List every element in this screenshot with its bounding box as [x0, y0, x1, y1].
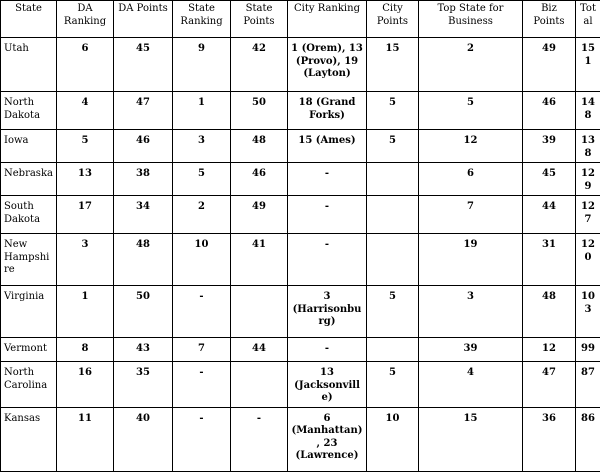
cell-city-points: 5: [367, 92, 419, 130]
cell-da-ranking: 11: [57, 407, 114, 471]
col-header-da-ranking: DA Ranking: [57, 1, 114, 38]
cell-top-state-business: 3: [419, 286, 523, 338]
cell-state-points: -: [231, 407, 288, 471]
cell-top-state-business: 19: [419, 234, 523, 286]
cell-da-points: 40: [114, 407, 173, 471]
cell-top-state-business: 2: [419, 38, 523, 92]
cell-city-ranking: 18 (Grand Forks): [288, 92, 367, 130]
col-header-da-points: DA Points: [114, 1, 173, 38]
col-header-top-state-business: Top State for Business: [419, 1, 523, 38]
cell-city-points: 5: [367, 362, 419, 408]
cell-top-state-business: 15: [419, 407, 523, 471]
table-row: [1, 196, 600, 234]
cell-biz-points: 12: [523, 338, 576, 362]
cell-city-points: [367, 196, 419, 234]
table-row: [1, 163, 600, 196]
table-row: [1, 362, 600, 408]
cell-da-points: 35: [114, 362, 173, 408]
cell-da-points: 47: [114, 92, 173, 130]
cell-da-ranking: 6: [57, 38, 114, 92]
cell-biz-points: 36: [523, 407, 576, 471]
col-header-state: State: [1, 1, 57, 38]
cell-top-state-business: 12: [419, 130, 523, 163]
table-row: [1, 338, 600, 362]
cell-total: 86: [576, 407, 600, 471]
cell-state: Iowa: [1, 130, 57, 163]
cell-state-ranking: 3: [173, 130, 231, 163]
col-header-state-points: State Points: [231, 1, 288, 38]
table-row: [1, 92, 600, 130]
cell-state: South Dakota: [1, 196, 57, 234]
cell-biz-points: 31: [523, 234, 576, 286]
table-row: [1, 234, 600, 286]
cell-total: 127: [576, 196, 600, 234]
cell-state-points: 48: [231, 130, 288, 163]
cell-city-ranking: 13 (Jacksonville): [288, 362, 367, 408]
cell-biz-points: 45: [523, 163, 576, 196]
cell-city-points: 5: [367, 130, 419, 163]
table-row: [1, 286, 600, 338]
col-header-city-ranking: City Ranking: [288, 1, 367, 38]
cell-state: Vermont: [1, 338, 57, 362]
cell-total: 129: [576, 163, 600, 196]
cell-city-ranking: 6 (Manhattan), 23 (Lawrence): [288, 407, 367, 471]
cell-top-state-business: 39: [419, 338, 523, 362]
cell-state-ranking: 10: [173, 234, 231, 286]
col-header-biz-points: Biz Points: [523, 1, 576, 38]
cell-da-points: 46: [114, 130, 173, 163]
cell-city-ranking: 1 (Orem), 13 (Provo), 19 (Layton): [288, 38, 367, 92]
cell-state-ranking: 2: [173, 196, 231, 234]
cell-total: 151: [576, 38, 600, 92]
cell-da-ranking: 4: [57, 92, 114, 130]
cell-city-ranking: 15 (Ames): [288, 130, 367, 163]
cell-city-ranking: -: [288, 196, 367, 234]
cell-state-points: 41: [231, 234, 288, 286]
cell-da-ranking: 16: [57, 362, 114, 408]
cell-state-points: 46: [231, 163, 288, 196]
cell-da-points: 43: [114, 338, 173, 362]
table-body: [1, 38, 600, 472]
cell-state-ranking: -: [173, 286, 231, 338]
cell-total: 87: [576, 362, 600, 408]
cell-da-ranking: 13: [57, 163, 114, 196]
cell-state: New Hampshire: [1, 234, 57, 286]
cell-total: 120: [576, 234, 600, 286]
cell-top-state-business: 5: [419, 92, 523, 130]
cell-biz-points: 49: [523, 38, 576, 92]
cell-city-ranking: -: [288, 234, 367, 286]
cell-state-points: 42: [231, 38, 288, 92]
cell-city-points: 10: [367, 407, 419, 471]
cell-top-state-business: 6: [419, 163, 523, 196]
cell-state: Kansas: [1, 407, 57, 471]
cell-city-ranking: -: [288, 338, 367, 362]
cell-state-points: 49: [231, 196, 288, 234]
cell-city-ranking: -: [288, 163, 367, 196]
col-header-city-points: City Points: [367, 1, 419, 38]
cell-state: North Carolina: [1, 362, 57, 408]
cell-state-ranking: 7: [173, 338, 231, 362]
cell-biz-points: 46: [523, 92, 576, 130]
cell-da-points: 48: [114, 234, 173, 286]
cell-state-ranking: -: [173, 407, 231, 471]
cell-city-points: [367, 234, 419, 286]
cell-state-points: 44: [231, 338, 288, 362]
cell-state-ranking: 9: [173, 38, 231, 92]
cell-state: Virginia: [1, 286, 57, 338]
cell-city-points: 5: [367, 286, 419, 338]
table-row: [1, 407, 600, 471]
col-header-total: Total: [576, 1, 600, 38]
cell-city-points: 15: [367, 38, 419, 92]
table-row: [1, 38, 600, 92]
cell-total: 99: [576, 338, 600, 362]
cell-top-state-business: 7: [419, 196, 523, 234]
cell-state: Utah: [1, 38, 57, 92]
cell-city-points: [367, 338, 419, 362]
cell-total: 138: [576, 130, 600, 163]
cell-da-ranking: 5: [57, 130, 114, 163]
cell-state-points: 50: [231, 92, 288, 130]
cell-state-ranking: 5: [173, 163, 231, 196]
cell-da-ranking: 3: [57, 234, 114, 286]
col-header-state-ranking: State Ranking: [173, 1, 231, 38]
cell-city-ranking: 3 (Harrisonburg): [288, 286, 367, 338]
table-row: [1, 130, 600, 163]
cell-biz-points: 44: [523, 196, 576, 234]
cell-biz-points: 47: [523, 362, 576, 408]
cell-state-ranking: 1: [173, 92, 231, 130]
cell-city-points: [367, 163, 419, 196]
cell-da-ranking: 8: [57, 338, 114, 362]
cell-biz-points: 39: [523, 130, 576, 163]
cell-da-ranking: 17: [57, 196, 114, 234]
cell-biz-points: 48: [523, 286, 576, 338]
cell-da-ranking: 1: [57, 286, 114, 338]
cell-state: Nebraska: [1, 163, 57, 196]
cell-state-points: [231, 362, 288, 408]
cell-total: 148: [576, 92, 600, 130]
cell-top-state-business: 4: [419, 362, 523, 408]
cell-da-points: 45: [114, 38, 173, 92]
cell-da-points: 38: [114, 163, 173, 196]
header-row: [1, 1, 600, 38]
cell-state-ranking: -: [173, 362, 231, 408]
cell-state-points: [231, 286, 288, 338]
cell-total: 103: [576, 286, 600, 338]
cell-da-points: 34: [114, 196, 173, 234]
cell-da-points: 50: [114, 286, 173, 338]
cell-state: North Dakota: [1, 92, 57, 130]
